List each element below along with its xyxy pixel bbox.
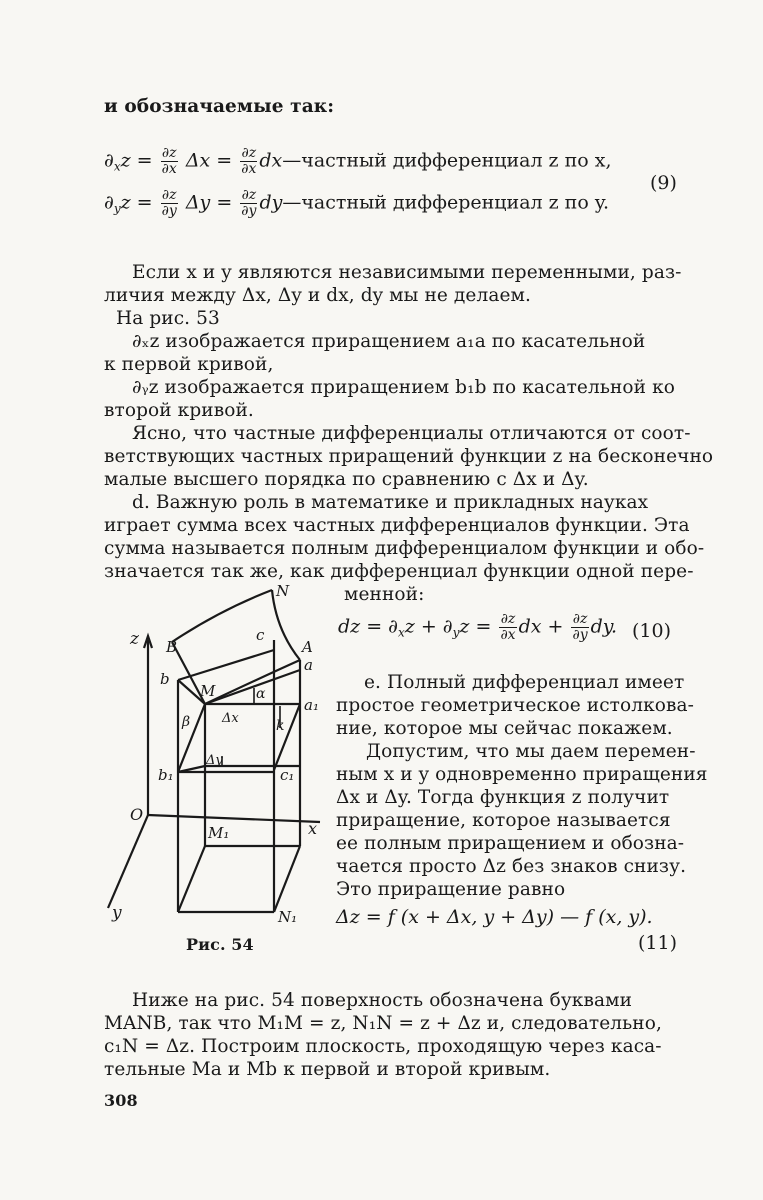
para1-line-1: Если x и y являются независимыми переменными, раз- xyxy=(132,262,682,283)
equation-10-number: (10) xyxy=(632,620,672,642)
para6-line-4: значается так же, как дифференциал функции одной пере- xyxy=(104,561,694,582)
label-b1: b₁ xyxy=(158,766,174,784)
para9-line-3: c₁N = Δz. Построим плоскость, проходящую через каса- xyxy=(104,1036,662,1057)
para6-line-2: играет сумма всех частных дифференциалов функции. Эта xyxy=(104,515,690,536)
equation-11: Δz = f (x + Δx, y + Δy) — f (x, y). xyxy=(336,906,653,928)
para8-line-4: приращение, которое называется xyxy=(336,810,671,831)
para9-line-2: MANB, так что M₁M = z, N₁N = z + Δz и, следовательно, xyxy=(104,1013,662,1034)
label-M: M xyxy=(200,682,216,700)
label-N1: N₁ xyxy=(278,908,298,926)
para8-line-7: Это приращение равно xyxy=(336,879,566,900)
label-A: A xyxy=(302,638,313,656)
label-k: k xyxy=(276,718,285,734)
label-c1: c₁ xyxy=(280,766,295,784)
para5-line-1: Ясно, что частные дифференциалы отличаются от соот- xyxy=(132,423,691,444)
label-dy: Δy xyxy=(206,753,223,768)
para9-line-1: Ниже на рис. 54 поверхность обозначена буквами xyxy=(132,990,633,1011)
label-b: b xyxy=(160,670,170,688)
label-N: N xyxy=(276,582,290,600)
tangent-Ma xyxy=(205,670,300,704)
para7-line-1: e. Полный дифференциал имеет xyxy=(364,672,685,693)
surface-curve-right xyxy=(272,590,300,660)
label-c: c xyxy=(256,626,265,644)
label-B: B xyxy=(166,638,178,656)
figure-caption: Рис. 54 xyxy=(186,935,254,954)
equation-9-line-2: $\partial_yz$ = $\frac{\partial z}{\partial y}$ Δy = $\frac{\partial z}{\partial y}$ dy—частный дифференциал z по y. xyxy=(104,187,610,219)
para6-line-1: d. Важную роль в математике и прикладных науках xyxy=(132,492,649,513)
equation-11-number: (11) xyxy=(638,932,678,954)
para6-line-3: сумма называется полным дифференциалом функции и обо- xyxy=(104,538,705,559)
diag-right xyxy=(274,704,300,770)
page-number: 308 xyxy=(104,1091,138,1110)
para3-line-2: к первой кривой, xyxy=(104,354,274,375)
base-edge-left xyxy=(178,846,205,912)
intro-line: и обозначаемые так: xyxy=(104,96,335,117)
equation-10: dz = $\partial_xz + \partial_yz$ = $\frac{\partial z}{\partial x}$ dx + $\frac{\partial z}{\partial y}$ dy. xyxy=(338,611,618,643)
label-alpha: α xyxy=(256,686,266,702)
para7-line-3: ние, которое мы сейчас покажем. xyxy=(336,718,673,739)
para4-line-2: второй кривой. xyxy=(104,400,254,421)
para8-line-3: Δx и Δy. Тогда функция z получит xyxy=(336,787,670,808)
label-beta: β xyxy=(182,714,191,730)
x-axis xyxy=(148,815,320,822)
label-a1: a₁ xyxy=(304,696,319,714)
y-axis xyxy=(108,815,148,908)
label-a: a xyxy=(304,656,313,674)
label-z: z xyxy=(130,629,139,649)
tangent-upper xyxy=(178,650,274,680)
label-dx: Δx xyxy=(222,711,239,726)
para8-line-5: ее полным приращением и обозна- xyxy=(336,833,685,854)
equation-9-line-1: $\partial_xz$ = $\frac{\partial z}{\partial x}$ Δx = $\frac{\partial z}{\partial x}$ dx—частный дифференциал z по x, xyxy=(104,145,612,177)
para5-line-2: ветствующих частных приращений функции z на бесконечно xyxy=(104,446,714,467)
para3-line-1: ∂ₓz изображается приращением a₁a по касательной xyxy=(132,331,646,352)
para5-line-3: малые высшего порядка по сравнению с Δx и Δy. xyxy=(104,469,589,490)
para8-line-6: чается просто Δz без знаков снизу. xyxy=(336,856,687,877)
para8-line-1: Допустим, что мы даем перемен- xyxy=(366,741,696,762)
label-y: y xyxy=(112,903,122,923)
figure-54 xyxy=(100,580,336,960)
label-O: O xyxy=(130,805,144,824)
base-edge-right xyxy=(274,846,300,912)
para6-line-5: менной: xyxy=(344,584,425,605)
para8-line-2: ным x и y одновременно приращения xyxy=(336,764,708,785)
para7-line-2: простое геометрическое истолкова- xyxy=(336,695,694,716)
label-M1: M₁ xyxy=(208,824,230,842)
equation-9-number: (9) xyxy=(650,172,677,194)
para9-line-4: тельные Ma и Mb к первой и второй кривым. xyxy=(104,1059,551,1080)
para2-line: На рис. 53 xyxy=(116,308,220,329)
para1-line-2: личия между Δx, Δy и dx, dy мы не делаем. xyxy=(104,285,531,306)
para4-line-1: ∂ᵧz изображается приращением b₁b по касательной ко xyxy=(132,377,675,398)
label-x: x xyxy=(308,819,318,838)
